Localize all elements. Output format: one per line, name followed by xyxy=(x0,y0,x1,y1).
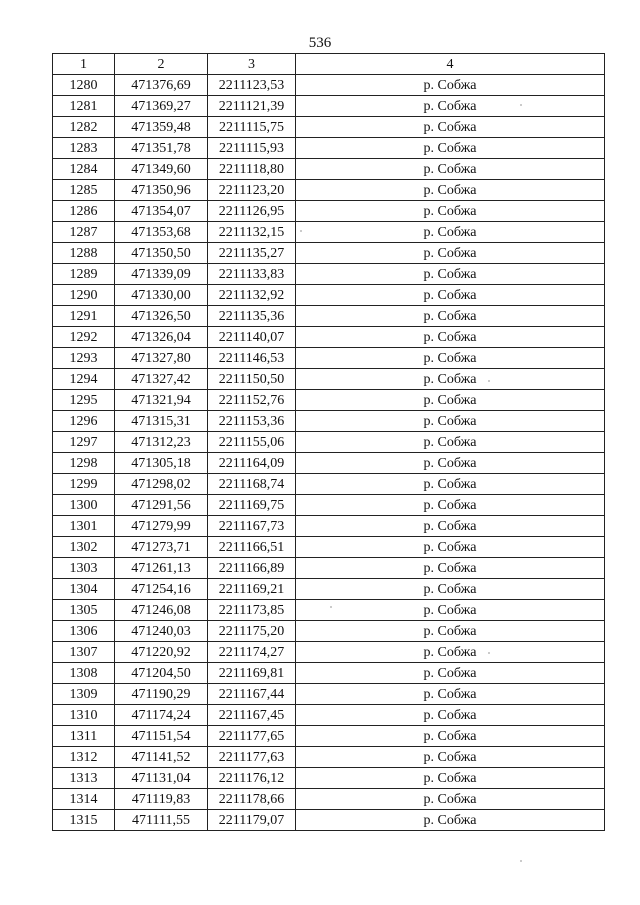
x-coordinate-cell: 471240,03 xyxy=(115,621,208,642)
x-coordinate-cell: 471321,94 xyxy=(115,390,208,411)
description-cell: р. Собжа xyxy=(296,789,605,810)
table-row xyxy=(53,243,605,264)
x-coordinate-cell: 471204,50 xyxy=(115,663,208,684)
description-cell: р. Собжа xyxy=(296,264,605,285)
table-row xyxy=(53,579,605,600)
x-coordinate-cell: 471369,27 xyxy=(115,96,208,117)
column-header-4: 4 xyxy=(296,54,605,75)
table-header-row xyxy=(53,54,605,75)
y-coordinate-cell: 2211173,85 xyxy=(208,600,296,621)
point-number-cell: 1310 xyxy=(53,705,115,726)
description-cell: р. Собжа xyxy=(296,222,605,243)
description-cell: р. Собжа xyxy=(296,705,605,726)
point-number-cell: 1291 xyxy=(53,306,115,327)
description-cell: р. Собжа xyxy=(296,516,605,537)
table-row xyxy=(53,75,605,96)
y-coordinate-cell: 2211132,15 xyxy=(208,222,296,243)
table-row xyxy=(53,495,605,516)
y-coordinate-cell: 2211179,07 xyxy=(208,810,296,831)
point-number-cell: 1293 xyxy=(53,348,115,369)
y-coordinate-cell: 2211169,81 xyxy=(208,663,296,684)
point-number-cell: 1313 xyxy=(53,768,115,789)
table-row xyxy=(53,285,605,306)
point-number-cell: 1283 xyxy=(53,138,115,159)
y-coordinate-cell: 2211115,93 xyxy=(208,138,296,159)
x-coordinate-cell: 471151,54 xyxy=(115,726,208,747)
point-number-cell: 1308 xyxy=(53,663,115,684)
table-row xyxy=(53,327,605,348)
y-coordinate-cell: 2211164,09 xyxy=(208,453,296,474)
point-number-cell: 1301 xyxy=(53,516,115,537)
point-number-cell: 1298 xyxy=(53,453,115,474)
point-number-cell: 1303 xyxy=(53,558,115,579)
table-row xyxy=(53,474,605,495)
table-row xyxy=(53,180,605,201)
y-coordinate-cell: 2211168,74 xyxy=(208,474,296,495)
y-coordinate-cell: 2211146,53 xyxy=(208,348,296,369)
description-cell: р. Собжа xyxy=(296,369,605,390)
point-number-cell: 1295 xyxy=(53,390,115,411)
y-coordinate-cell: 2211166,89 xyxy=(208,558,296,579)
x-coordinate-cell: 471327,42 xyxy=(115,369,208,390)
coordinates-table xyxy=(52,53,605,831)
scan-speck xyxy=(488,652,490,654)
x-coordinate-cell: 471111,55 xyxy=(115,810,208,831)
point-number-cell: 1300 xyxy=(53,495,115,516)
point-number-cell: 1290 xyxy=(53,285,115,306)
scan-speck xyxy=(520,104,522,106)
table-row xyxy=(53,306,605,327)
point-number-cell: 1287 xyxy=(53,222,115,243)
description-cell: р. Собжа xyxy=(296,348,605,369)
description-cell: р. Собжа xyxy=(296,117,605,138)
description-cell: р. Собжа xyxy=(296,558,605,579)
y-coordinate-cell: 2211166,51 xyxy=(208,537,296,558)
description-cell: р. Собжа xyxy=(296,96,605,117)
x-coordinate-cell: 471174,24 xyxy=(115,705,208,726)
table-row xyxy=(53,642,605,663)
x-coordinate-cell: 471279,99 xyxy=(115,516,208,537)
description-cell: р. Собжа xyxy=(296,201,605,222)
x-coordinate-cell: 471327,80 xyxy=(115,348,208,369)
point-number-cell: 1282 xyxy=(53,117,115,138)
y-coordinate-cell: 2211135,27 xyxy=(208,243,296,264)
table-row xyxy=(53,159,605,180)
description-cell: р. Собжа xyxy=(296,684,605,705)
point-number-cell: 1309 xyxy=(53,684,115,705)
description-cell: р. Собжа xyxy=(296,285,605,306)
table-row xyxy=(53,348,605,369)
table-body xyxy=(53,75,605,831)
y-coordinate-cell: 2211118,80 xyxy=(208,159,296,180)
point-number-cell: 1311 xyxy=(53,726,115,747)
table-row xyxy=(53,390,605,411)
table-row xyxy=(53,264,605,285)
description-cell: р. Собжа xyxy=(296,138,605,159)
x-coordinate-cell: 471298,02 xyxy=(115,474,208,495)
description-cell: р. Собжа xyxy=(296,327,605,348)
point-number-cell: 1280 xyxy=(53,75,115,96)
y-coordinate-cell: 2211153,36 xyxy=(208,411,296,432)
point-number-cell: 1306 xyxy=(53,621,115,642)
x-coordinate-cell: 471349,60 xyxy=(115,159,208,180)
description-cell: р. Собжа xyxy=(296,432,605,453)
point-number-cell: 1294 xyxy=(53,369,115,390)
table-row xyxy=(53,663,605,684)
description-cell: р. Собжа xyxy=(296,768,605,789)
page-number: 536 xyxy=(308,35,332,51)
table-row xyxy=(53,222,605,243)
point-number-cell: 1281 xyxy=(53,96,115,117)
point-number-cell: 1302 xyxy=(53,537,115,558)
x-coordinate-cell: 471131,04 xyxy=(115,768,208,789)
description-cell: р. Собжа xyxy=(296,411,605,432)
table-row xyxy=(53,369,605,390)
y-coordinate-cell: 2211174,27 xyxy=(208,642,296,663)
x-coordinate-cell: 471273,71 xyxy=(115,537,208,558)
x-coordinate-cell: 471351,78 xyxy=(115,138,208,159)
x-coordinate-cell: 471326,50 xyxy=(115,306,208,327)
scan-speck xyxy=(520,860,522,862)
x-coordinate-cell: 471315,31 xyxy=(115,411,208,432)
y-coordinate-cell: 2211135,36 xyxy=(208,306,296,327)
point-number-cell: 1299 xyxy=(53,474,115,495)
x-coordinate-cell: 471291,56 xyxy=(115,495,208,516)
y-coordinate-cell: 2211150,50 xyxy=(208,369,296,390)
x-coordinate-cell: 471330,00 xyxy=(115,285,208,306)
y-coordinate-cell: 2211175,20 xyxy=(208,621,296,642)
y-coordinate-cell: 2211169,21 xyxy=(208,579,296,600)
table-row xyxy=(53,411,605,432)
scan-speck xyxy=(300,230,302,232)
description-cell: р. Собжа xyxy=(296,747,605,768)
x-coordinate-cell: 471359,48 xyxy=(115,117,208,138)
table-row xyxy=(53,705,605,726)
table-row xyxy=(53,537,605,558)
x-coordinate-cell: 471141,52 xyxy=(115,747,208,768)
description-cell: р. Собжа xyxy=(296,495,605,516)
point-number-cell: 1314 xyxy=(53,789,115,810)
point-number-cell: 1285 xyxy=(53,180,115,201)
description-cell: р. Собжа xyxy=(296,621,605,642)
point-number-cell: 1286 xyxy=(53,201,115,222)
x-coordinate-cell: 471190,29 xyxy=(115,684,208,705)
y-coordinate-cell: 2211177,65 xyxy=(208,726,296,747)
description-cell: р. Собжа xyxy=(296,453,605,474)
table-row xyxy=(53,117,605,138)
y-coordinate-cell: 2211177,63 xyxy=(208,747,296,768)
table-row xyxy=(53,138,605,159)
scan-speck xyxy=(330,606,332,608)
y-coordinate-cell: 2211169,75 xyxy=(208,495,296,516)
description-cell: р. Собжа xyxy=(296,390,605,411)
table-row xyxy=(53,516,605,537)
x-coordinate-cell: 471246,08 xyxy=(115,600,208,621)
column-header-2: 2 xyxy=(115,54,208,75)
scan-speck xyxy=(488,380,490,382)
point-number-cell: 1292 xyxy=(53,327,115,348)
point-number-cell: 1284 xyxy=(53,159,115,180)
x-coordinate-cell: 471220,92 xyxy=(115,642,208,663)
point-number-cell: 1288 xyxy=(53,243,115,264)
table-row xyxy=(53,201,605,222)
x-coordinate-cell: 471305,18 xyxy=(115,453,208,474)
column-header-3: 3 xyxy=(208,54,296,75)
x-coordinate-cell: 471254,16 xyxy=(115,579,208,600)
table-row xyxy=(53,768,605,789)
point-number-cell: 1312 xyxy=(53,747,115,768)
y-coordinate-cell: 2211155,06 xyxy=(208,432,296,453)
table-row xyxy=(53,726,605,747)
description-cell: р. Собжа xyxy=(296,600,605,621)
column-header-1: 1 xyxy=(53,54,115,75)
x-coordinate-cell: 471350,50 xyxy=(115,243,208,264)
y-coordinate-cell: 2211167,73 xyxy=(208,516,296,537)
table-row xyxy=(53,558,605,579)
x-coordinate-cell: 471261,13 xyxy=(115,558,208,579)
table-row xyxy=(53,810,605,831)
x-coordinate-cell: 471350,96 xyxy=(115,180,208,201)
point-number-cell: 1297 xyxy=(53,432,115,453)
y-coordinate-cell: 2211140,07 xyxy=(208,327,296,348)
table-row xyxy=(53,432,605,453)
table-row xyxy=(53,684,605,705)
x-coordinate-cell: 471376,69 xyxy=(115,75,208,96)
point-number-cell: 1315 xyxy=(53,810,115,831)
y-coordinate-cell: 2211123,53 xyxy=(208,75,296,96)
description-cell: р. Собжа xyxy=(296,579,605,600)
x-coordinate-cell: 471312,23 xyxy=(115,432,208,453)
description-cell: р. Собжа xyxy=(296,306,605,327)
table-row xyxy=(53,453,605,474)
x-coordinate-cell: 471326,04 xyxy=(115,327,208,348)
description-cell: р. Собжа xyxy=(296,159,605,180)
x-coordinate-cell: 471339,09 xyxy=(115,264,208,285)
y-coordinate-cell: 2211152,76 xyxy=(208,390,296,411)
y-coordinate-cell: 2211123,20 xyxy=(208,180,296,201)
description-cell: р. Собжа xyxy=(296,180,605,201)
point-number-cell: 1305 xyxy=(53,600,115,621)
table-row xyxy=(53,789,605,810)
y-coordinate-cell: 2211115,75 xyxy=(208,117,296,138)
y-coordinate-cell: 2211121,39 xyxy=(208,96,296,117)
y-coordinate-cell: 2211176,12 xyxy=(208,768,296,789)
y-coordinate-cell: 2211167,44 xyxy=(208,684,296,705)
point-number-cell: 1289 xyxy=(53,264,115,285)
description-cell: р. Собжа xyxy=(296,537,605,558)
table-row xyxy=(53,96,605,117)
x-coordinate-cell: 471119,83 xyxy=(115,789,208,810)
y-coordinate-cell: 2211132,92 xyxy=(208,285,296,306)
y-coordinate-cell: 2211167,45 xyxy=(208,705,296,726)
description-cell: р. Собжа xyxy=(296,810,605,831)
table-row xyxy=(53,747,605,768)
point-number-cell: 1304 xyxy=(53,579,115,600)
table-row xyxy=(53,621,605,642)
description-cell: р. Собжа xyxy=(296,474,605,495)
description-cell: р. Собжа xyxy=(296,243,605,264)
x-coordinate-cell: 471353,68 xyxy=(115,222,208,243)
table-row xyxy=(53,600,605,621)
description-cell: р. Собжа xyxy=(296,75,605,96)
description-cell: р. Собжа xyxy=(296,726,605,747)
point-number-cell: 1307 xyxy=(53,642,115,663)
description-cell: р. Собжа xyxy=(296,642,605,663)
y-coordinate-cell: 2211178,66 xyxy=(208,789,296,810)
x-coordinate-cell: 471354,07 xyxy=(115,201,208,222)
y-coordinate-cell: 2211133,83 xyxy=(208,264,296,285)
description-cell: р. Собжа xyxy=(296,663,605,684)
point-number-cell: 1296 xyxy=(53,411,115,432)
y-coordinate-cell: 2211126,95 xyxy=(208,201,296,222)
